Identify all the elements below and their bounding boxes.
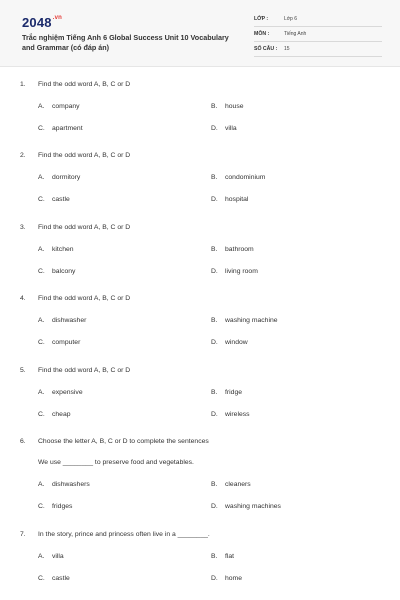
option-text: fridge [225, 389, 243, 396]
question-prompt: In the story, prince and princess often live in a ________. [38, 531, 210, 538]
option-letter: C. [38, 196, 45, 203]
option-text: living room [225, 268, 258, 275]
logo-suffix: .vn [52, 15, 63, 21]
option-letter: B. [211, 389, 218, 396]
option-text: company [52, 103, 80, 110]
option-d[interactable] [211, 268, 258, 275]
option-text: dishwashers [52, 481, 90, 488]
option-text: window [225, 339, 248, 346]
option-b[interactable] [211, 174, 265, 181]
question-prompt: Find the odd word A, B, C or D [38, 295, 131, 302]
option-text: dormitory [52, 174, 81, 181]
option-text: cheap [52, 411, 71, 418]
question-prompt: Find the odd word A, B, C or D [38, 224, 131, 231]
option-b[interactable] [211, 481, 251, 488]
option-c[interactable] [38, 411, 71, 418]
meta-row-count [254, 44, 382, 57]
option-letter: D. [211, 268, 218, 275]
option-text: expensive [52, 389, 83, 396]
meta-row-subject [254, 29, 382, 42]
option-a[interactable] [38, 389, 83, 396]
option-c[interactable] [38, 268, 75, 275]
meta-row-class [254, 14, 382, 27]
option-d[interactable] [211, 196, 248, 203]
option-letter: A. [38, 481, 45, 488]
option-text: wireless [225, 411, 250, 418]
option-letter: A. [38, 389, 45, 396]
option-text: castle [52, 196, 70, 203]
meta-value-class: Lớp 6 [284, 16, 298, 22]
option-a[interactable] [38, 481, 90, 488]
meta-label-subject: MÔN : [254, 31, 270, 37]
option-text: bathroom [225, 246, 254, 253]
meta-label-count: SỐ CÂU : [254, 46, 278, 52]
option-text: house [225, 103, 244, 110]
option-letter: D. [211, 575, 218, 582]
question-number: 5. [20, 367, 26, 374]
option-letter: C. [38, 268, 45, 275]
option-letter: D. [211, 503, 218, 510]
option-text: fridges [52, 503, 73, 510]
option-letter: B. [211, 553, 218, 560]
question-prompt: Find the odd word A, B, C or D [38, 81, 131, 88]
option-letter: A. [38, 174, 45, 181]
option-letter: C. [38, 575, 45, 582]
option-text: castle [52, 575, 70, 582]
document-header [0, 0, 400, 67]
question-number: 1. [20, 81, 26, 88]
option-letter: A. [38, 103, 45, 110]
option-letter: B. [211, 103, 218, 110]
option-b[interactable] [211, 389, 242, 396]
option-d[interactable] [211, 339, 248, 346]
meta-label-class: LỚP : [254, 16, 269, 22]
option-text: flat [225, 553, 235, 560]
option-a[interactable] [38, 174, 80, 181]
site-logo[interactable] [22, 15, 62, 30]
option-text: balcony [52, 268, 76, 275]
option-d[interactable] [211, 575, 242, 582]
option-text: computer [52, 339, 81, 346]
meta-value-subject: Tiếng Anh [284, 31, 307, 37]
option-a[interactable] [38, 317, 86, 324]
option-b[interactable] [211, 553, 234, 560]
question-prompt: Find the odd word A, B, C or D [38, 367, 131, 374]
option-letter: B. [211, 317, 218, 324]
option-d[interactable] [211, 125, 237, 132]
option-letter: B. [211, 246, 218, 253]
option-d[interactable] [211, 503, 281, 510]
question-number: 6. [20, 438, 26, 445]
option-a[interactable] [38, 246, 74, 253]
option-letter: A. [38, 246, 45, 253]
option-letter: A. [38, 553, 45, 560]
option-c[interactable] [38, 196, 70, 203]
option-b[interactable] [211, 246, 254, 253]
option-c[interactable] [38, 125, 83, 132]
option-b[interactable] [211, 103, 244, 110]
option-letter: D. [211, 339, 218, 346]
option-letter: D. [211, 125, 218, 132]
option-d[interactable] [211, 411, 250, 418]
option-text: condominium [225, 174, 266, 181]
logo-text: 2048 [22, 15, 52, 30]
option-letter: B. [211, 174, 218, 181]
question-prompt: Find the odd word A, B, C or D [38, 152, 131, 159]
option-text: villa [52, 553, 64, 560]
option-text: home [225, 575, 243, 582]
meta-value-count: 15 [284, 46, 290, 52]
option-c[interactable] [38, 339, 80, 346]
option-letter: C. [38, 503, 45, 510]
option-text: villa [225, 125, 237, 132]
option-b[interactable] [211, 317, 278, 324]
question-number: 3. [20, 224, 26, 231]
option-letter: C. [38, 339, 45, 346]
option-text: dishwasher [52, 317, 87, 324]
option-letter: D. [211, 196, 218, 203]
option-letter: C. [38, 125, 45, 132]
option-text: hospital [225, 196, 249, 203]
option-text: cleaners [225, 481, 251, 488]
option-text: washing machine [225, 317, 278, 324]
option-text: washing machines [225, 503, 281, 510]
option-letter: C. [38, 411, 45, 418]
option-a[interactable] [38, 103, 80, 110]
document-title: Trắc nghiệm Tiếng Anh 6 Global Success Unit 10 Vocabulary and Grammar (có đáp án) [22, 33, 229, 52]
option-letter: B. [211, 481, 218, 488]
option-letter: D. [211, 411, 218, 418]
question-number: 4. [20, 295, 26, 302]
question-prompt: Choose the letter A, B, C or D to complete the sentences [38, 438, 209, 445]
option-text: kitchen [52, 246, 74, 253]
question-sentence: We use ________ to preserve food and vegetables. [38, 459, 194, 466]
option-c[interactable] [38, 575, 70, 582]
option-letter: A. [38, 317, 45, 324]
option-c[interactable] [38, 503, 72, 510]
option-a[interactable] [38, 553, 64, 560]
option-text: apartment [52, 125, 83, 132]
question-number: 2. [20, 152, 26, 159]
question-number: 7. [20, 531, 26, 538]
